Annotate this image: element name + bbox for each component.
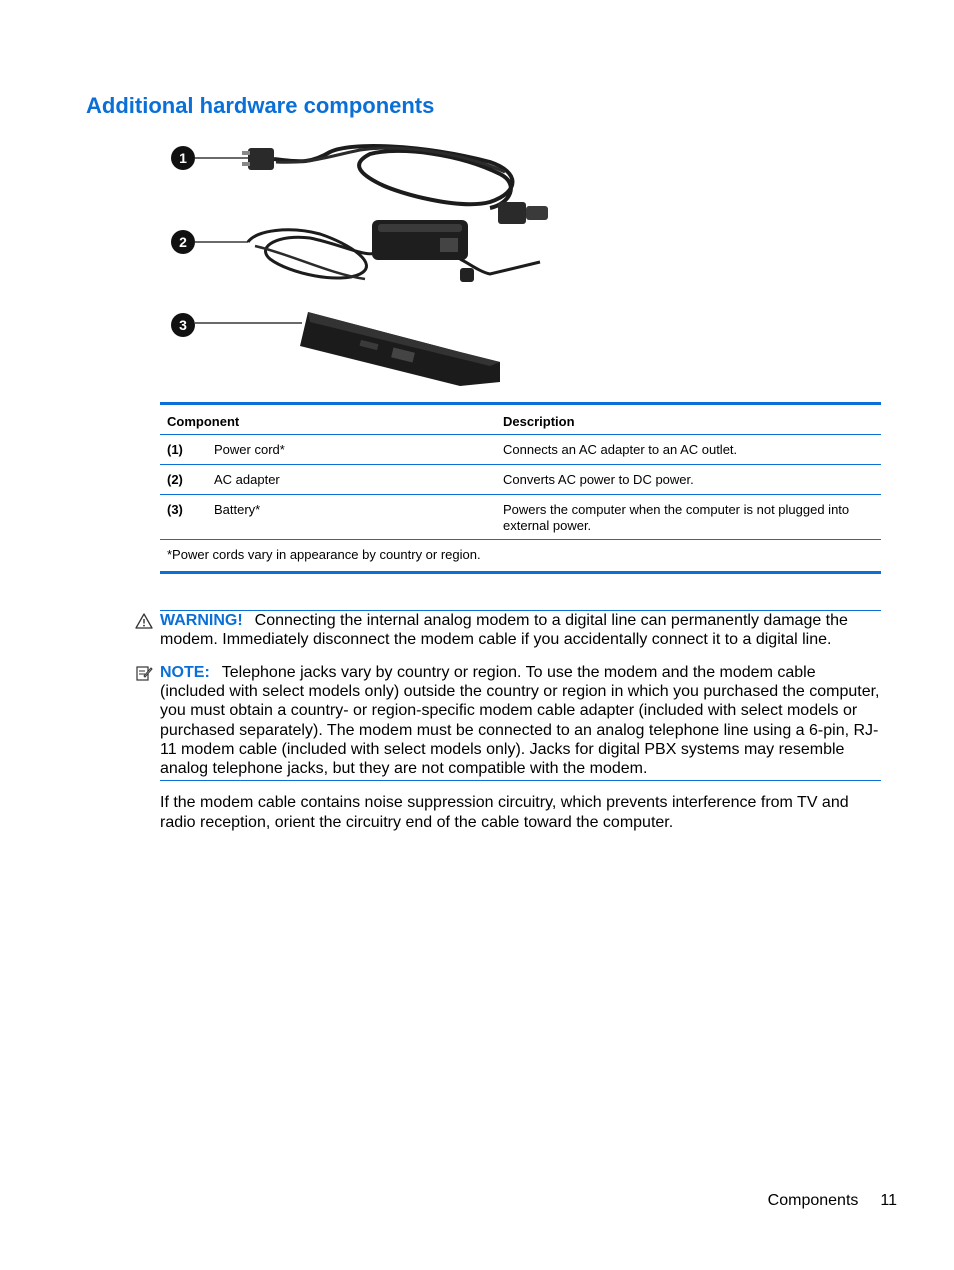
note-notice bbox=[160, 663, 881, 781]
row-description: Powers the computer when the computer is not plugged into external power. bbox=[503, 502, 850, 533]
row-component: AC adapter bbox=[214, 472, 280, 487]
callout-1 bbox=[171, 146, 248, 170]
hardware-figure bbox=[160, 134, 560, 394]
callout-3-label: 3 bbox=[179, 317, 187, 333]
row-number: (1) bbox=[167, 442, 183, 457]
row-component: Power cord* bbox=[214, 442, 285, 457]
row-description: Converts AC power to DC power. bbox=[503, 472, 694, 487]
footer-section: Components bbox=[767, 1192, 859, 1209]
table-footnote: *Power cords vary in appearance by country or region. bbox=[167, 547, 481, 562]
battery-image bbox=[300, 312, 500, 386]
note-label: NOTE: bbox=[160, 664, 210, 681]
warning-triangle-icon bbox=[135, 612, 153, 630]
row-component: Battery* bbox=[214, 502, 261, 517]
row-description: Connects an AC adapter to an AC outlet. bbox=[503, 442, 738, 457]
warning-notice bbox=[160, 610, 881, 649]
body-paragraph: If the modem cable contains noise suppression circuitry, which prevents interference from TV and radio reception, orient the circuitry end of the cable toward the computer. bbox=[160, 794, 849, 831]
header-component: Component bbox=[167, 414, 240, 429]
warning-text: Connecting the internal analog modem to a digital line can permanently damage the modem. Immediately disconnect the modem cable if you accidentally connect it to a digital line. bbox=[160, 612, 848, 649]
table-footnote-row bbox=[160, 540, 881, 571]
table-header-row bbox=[160, 405, 881, 435]
warning-label: WARNING! bbox=[160, 612, 243, 629]
page-footer bbox=[768, 1192, 897, 1210]
callout-2-label: 2 bbox=[179, 234, 187, 250]
table-row bbox=[160, 435, 881, 465]
page-number: 11 bbox=[880, 1192, 897, 1209]
components-table bbox=[160, 402, 881, 574]
table-row bbox=[160, 465, 881, 495]
page-title: Additional hardware components bbox=[86, 93, 435, 118]
row-number: (3) bbox=[167, 502, 183, 517]
header-description: Description bbox=[503, 414, 575, 429]
callout-2 bbox=[171, 230, 248, 254]
ac-adapter-image bbox=[248, 220, 540, 282]
power-cord-image bbox=[242, 146, 548, 224]
table-row bbox=[160, 495, 881, 540]
note-pencil-icon bbox=[135, 664, 153, 682]
callout-3 bbox=[171, 313, 302, 337]
note-text: Telephone jacks vary by country or region. To use the modem and the modem cable (included with select models only) outside the country or region in which you purchased the computer, you must obtain a country- or region-specific modem cable adapter (included with select models or purchased separately). The modem must be connected to an analog telephone line using a 6-pin, RJ-11 modem cable (included with select models only). Jacks for digital PBX systems may resemble analog telephone jacks, but they are not compatible with the modem. bbox=[160, 664, 880, 778]
callout-1-label: 1 bbox=[179, 150, 187, 166]
row-number: (2) bbox=[167, 472, 183, 487]
